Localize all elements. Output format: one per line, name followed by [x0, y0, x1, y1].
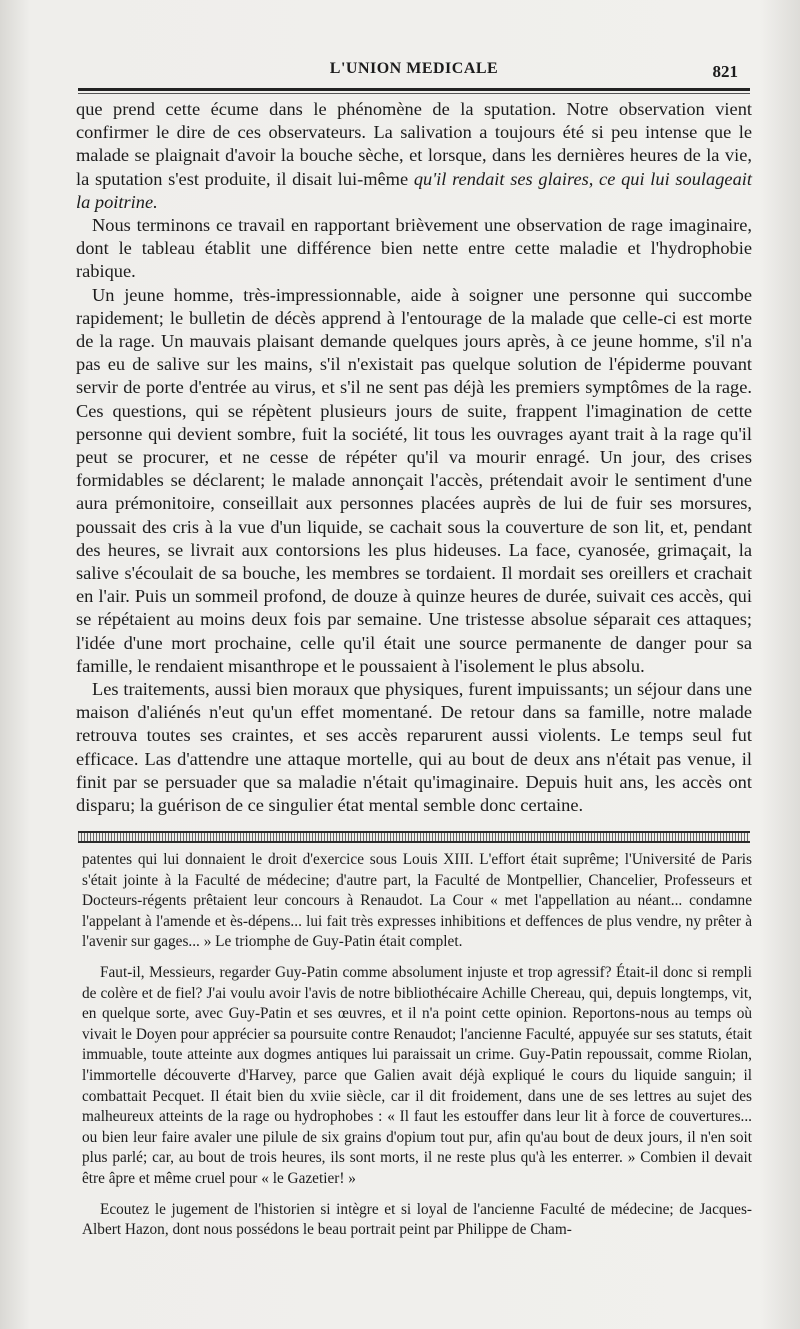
article-paragraph-4: Les traitements, aussi bien moraux que physiques, furent impuissants; un séjour dans une maison d'aliénés n'eut qu'un effet momentané. De retour dans sa famille, notre malade retrouva toutes ses craintes, et ses accès reparurent aussi violents. Le temps seul fut efficace. Las d'attendre une attaque mortelle, qui au bout de deux ans n'était pas venue, il finit par se persuader que sa maladie n'était qu'imaginaire. Depuis huit ans, les accès ont disparu; la guérison de ce singulier état mental semble donc certaine.	[76, 679, 752, 816]
feuilleton-separator	[78, 831, 750, 843]
article-paragraph-3: Un jeune homme, très-impressionnable, aide à soigner une personne qui succombe rapidement; le bulletin de décès apprend à l'entourage de la malade que celle-ci est morte de la rage. Un mauvais plaisant demande quelques jours après, à ce jeune homme, s'il n'a pas eu de salive sur les mains, s'il n'existait pas quelque solution de l'épiderme pouvant servir de porte d'entrée au virus, et s'il ne sent pas déjà les premiers symptômes de la rage. Ces questions, qui se répètent plusieurs jours de suite, frappent l'imagination de cette personne qui devient sombre, fuit la société, lit tous les ouvrages ayant trait à la rage qu'il peut se procurer, et ne cesse de répéter qu'il va mourir enragé. Un jour, des crises formidables se déclarent; le malade annonçait l'accès, prétendait avoir le sentiment d'une aura prémonitoire, conseillait aux personnes placées auprès de lui de fuir ses morsures, poussait des cris à la vue d'un liquide, se cachait sous la couverture de son lit, et, pendant des heures, se livrait aux contorsions les plus hideuses. La face, cyanosée, grimaçait, la salive s'écoulait de sa bouche, les membres se tordaient. Il mordait ses oreillers et crachait en l'air. Puis un sommeil profond, de douze à quinze heures de durée, suivait ces accès, qui se répétaient au moins deux fois par semaine. Une tristesse absolue séparait ces attaques; l'idée d'une mort prochaine, celle qu'il était une source permanente de danger pour sa famille, le rendaient misanthrope et le poussaient à l'isolement le plus absolu.	[76, 284, 752, 676]
header-rule	[78, 88, 750, 91]
paragraph-text: que prend cette écume dans le phénomène de la sputation. Notre observation vient confirmer le dire de ces observateurs. La salivation a toujours été si peu intense que le malade se plaignait d'avoir la bouche sèche, et lorsque, dans les dernières heures de la vie, la sputation s'est produite, il disait lui-même	[76, 99, 752, 189]
article-paragraph-1	[76, 98, 752, 214]
page-header	[78, 58, 750, 88]
article-body	[76, 98, 752, 817]
article-paragraph-2: Nous terminons ce travail en rapportant brièvement une observation de rage imaginaire, dont le tableau établit une différence bien nette entre cette maladie et l'hydrophobie rabique.	[76, 215, 752, 282]
italic-quote: qu'il rendait ses glaires, ce qui lui soulageait la poitrine.	[76, 168, 752, 212]
feuilleton-paragraph-2: Faut-il, Messieurs, regarder Guy-Patin comme absolument injuste et trop agressif? Était-il donc si rempli de colère et de fiel? J'ai voulu avoir l'avis de notre bibliothécaire Achille Chereau, qui, depuis longtemps, vit, en quelque sorte, avec Guy-Patin et ses œuvres, et il n'a point cette opinion. Reportons-nous au temps où vivait le Doyen pour apprécier sa poursuite contre Renaudot; l'ancienne Faculté, appuyée sur ses statuts, était immuable, toute atteinte aux dogmes antiques lui paraissait un crime. Guy-Patin repoussait, comme Riolan, l'immortelle découverte d'Harvey, parce que Galien avait déjà expliqué le cours du liquide sanguin; il combattait Pecquet. Il était bien du xviie siècle, car il dit froidement, dans une de ses lettres au sujet des malheureux atteints de la rage ou hydrophobes : « Il faut les estouffer dans leur lit à force de couvertures... ou bien leur faire avaler une pilule de six grains d'opium tout pur, afin qu'au bout de deux jours, il n'en soit plus parlé; car, au bout de trois heures, ils sont morts, il ne reste plus qu'à les enterrer. » Combien il devait être âpre et même cruel pour « le Gazetier! »	[82, 963, 752, 1187]
running-title: L'UNION MEDICALE	[329, 60, 499, 77]
header-rule-thin	[78, 93, 750, 94]
page-number: 821	[712, 62, 738, 81]
feuilleton-paragraph-3: Ecoutez le jugement de l'historien si intègre et si loyal de l'ancienne Faculté de médecine; de Jacques-Albert Hazon, dont nous possédons le beau portrait peint par Philippe de Cham-	[82, 1200, 752, 1239]
feuilleton-paragraph-1: patentes qui lui donnaient le droit d'exercice sous Louis XIII. L'effort était suprême; l'Université de Paris s'était jointe à la Faculté de médecine; d'autre part, la Faculté de Montpellier, Chancelier, Professeurs et Docteurs-régents prêtaient leur concours à Renaudot. La Cour « met l'appellation au néant... condamne l'appelant à l'amende et ès-dépens... lui fait très expresses inhibitions et deffences de plus vendre, ny prêter à l'avenir sur gages... » Le triomphe de Guy-Patin était complet.	[82, 851, 752, 951]
feuilleton-body	[82, 850, 752, 1241]
